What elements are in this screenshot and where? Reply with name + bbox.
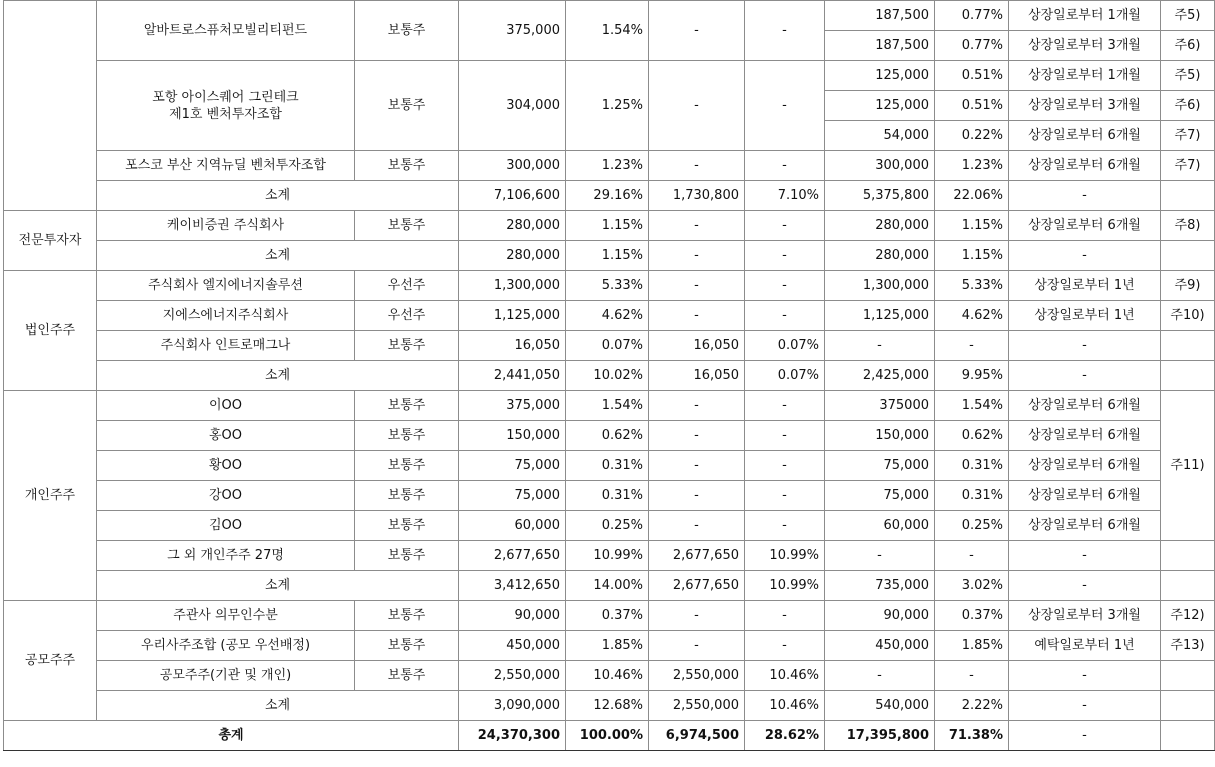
lockup-period: 상장일로부터 1년 — [1009, 301, 1161, 331]
share-count: 1,300,000 — [459, 271, 566, 301]
table-row — [4, 421, 1215, 451]
lockup-shares: 280,000 — [825, 211, 935, 241]
share-count: 280,000 — [459, 241, 566, 271]
circulating-pct: - — [745, 1, 825, 61]
group-label: 법인주주 — [4, 271, 97, 391]
footnote-ref — [1161, 721, 1215, 751]
share-count: 7,106,600 — [459, 181, 566, 211]
lockup-shares: 90,000 — [825, 601, 935, 631]
lockup-period: - — [1009, 181, 1161, 211]
lockup-pct: 1.15% — [935, 211, 1009, 241]
footnote-ref — [1161, 331, 1215, 361]
circulating-pct: - — [745, 301, 825, 331]
circulating-pct: 0.07% — [745, 331, 825, 361]
lockup-shares: 75,000 — [825, 481, 935, 511]
circulating-shares: - — [649, 601, 745, 631]
lockup-pct: 0.25% — [935, 511, 1009, 541]
subtotal-label: 소계 — [97, 571, 459, 601]
lockup-shares: 5,375,800 — [825, 181, 935, 211]
circulating-shares: - — [649, 631, 745, 661]
lockup-pct: 1.54% — [935, 391, 1009, 421]
lockup-pct: 1.23% — [935, 151, 1009, 181]
circulating-shares: - — [649, 391, 745, 421]
lockup-pct: 71.38% — [935, 721, 1009, 751]
grand-total-label: 총계 — [4, 721, 459, 751]
circulating-shares: - — [649, 61, 745, 151]
circulating-pct: - — [745, 61, 825, 151]
lockup-shares: 1,125,000 — [825, 301, 935, 331]
footnote-ref: 주12) — [1161, 601, 1215, 631]
share-kind: 보통주 — [355, 661, 459, 691]
lockup-period: 상장일로부터 6개월 — [1009, 481, 1161, 511]
lockup-period: 상장일로부터 1년 — [1009, 271, 1161, 301]
lockup-shares: 2,425,000 — [825, 361, 935, 391]
share-kind: 보통주 — [355, 511, 459, 541]
circulating-pct: - — [745, 511, 825, 541]
footnote-ref — [1161, 181, 1215, 211]
share-count: 60,000 — [459, 511, 566, 541]
lockup-shares: 17,395,800 — [825, 721, 935, 751]
table-row — [4, 601, 1215, 631]
share-kind: 보통주 — [355, 451, 459, 481]
holder-name: 홍OO — [97, 421, 355, 451]
lockup-shares: 75,000 — [825, 451, 935, 481]
circulating-shares: 16,050 — [649, 331, 745, 361]
subtotal-row — [4, 691, 1215, 721]
circulating-pct: - — [745, 241, 825, 271]
lockup-shares: 54,000 — [825, 121, 935, 151]
circulating-shares: - — [649, 451, 745, 481]
lockup-pct: 1.85% — [935, 631, 1009, 661]
footnote-ref: 주7) — [1161, 121, 1215, 151]
share-pct: 1.15% — [566, 241, 649, 271]
lockup-shares: 150,000 — [825, 421, 935, 451]
lockup-period: - — [1009, 571, 1161, 601]
lockup-period: - — [1009, 361, 1161, 391]
circulating-pct: - — [745, 601, 825, 631]
share-pct: 10.02% — [566, 361, 649, 391]
circulating-pct: - — [745, 421, 825, 451]
share-count: 2,550,000 — [459, 661, 566, 691]
share-kind: 우선주 — [355, 271, 459, 301]
holder-name: 케이비증권 주식회사 — [97, 211, 355, 241]
table-row — [4, 1, 1215, 31]
share-count: 2,677,650 — [459, 541, 566, 571]
footnote-ref: 주10) — [1161, 301, 1215, 331]
lockup-period: 상장일로부터 6개월 — [1009, 121, 1161, 151]
lockup-pct: 4.62% — [935, 301, 1009, 331]
share-count: 75,000 — [459, 481, 566, 511]
lockup-shares: 187,500 — [825, 1, 935, 31]
lockup-pct: 9.95% — [935, 361, 1009, 391]
footnote-ref: 주8) — [1161, 211, 1215, 241]
lockup-shares: 735,000 — [825, 571, 935, 601]
footnote-ref — [1161, 661, 1215, 691]
share-count: 1,125,000 — [459, 301, 566, 331]
lockup-pct: 0.77% — [935, 1, 1009, 31]
group-label: 개인주주 — [4, 391, 97, 601]
circulating-shares: - — [649, 271, 745, 301]
share-pct: 4.62% — [566, 301, 649, 331]
lockup-shares: - — [825, 541, 935, 571]
share-pct: 12.68% — [566, 691, 649, 721]
share-pct: 1.85% — [566, 631, 649, 661]
lockup-shares: 375000 — [825, 391, 935, 421]
lockup-shares: 187,500 — [825, 31, 935, 61]
share-pct: 1.23% — [566, 151, 649, 181]
circulating-shares: - — [649, 301, 745, 331]
share-pct: 29.16% — [566, 181, 649, 211]
table-row — [4, 271, 1215, 301]
circulating-shares: - — [649, 211, 745, 241]
lockup-pct: - — [935, 661, 1009, 691]
footnote-ref — [1161, 241, 1215, 271]
share-pct: 5.33% — [566, 271, 649, 301]
grand-total-row — [4, 721, 1215, 751]
holder-name: 강OO — [97, 481, 355, 511]
share-kind: 보통주 — [355, 541, 459, 571]
lockup-shares: 450,000 — [825, 631, 935, 661]
share-pct: 1.54% — [566, 1, 649, 61]
share-kind: 보통주 — [355, 211, 459, 241]
lockup-period: 상장일로부터 1개월 — [1009, 1, 1161, 31]
holder-name: 주관사 의무인수분 — [97, 601, 355, 631]
table-row — [4, 331, 1215, 361]
holder-name: 알바트로스퓨처모빌리티펀드 — [97, 1, 355, 61]
holder-name-line1: 포항 아이스퀘어 그린테크 — [152, 89, 299, 105]
lockup-pct: 22.06% — [935, 181, 1009, 211]
lockup-pct: 0.51% — [935, 61, 1009, 91]
footnote-ref: 주6) — [1161, 31, 1215, 61]
circulating-pct: - — [745, 271, 825, 301]
share-kind: 보통주 — [355, 391, 459, 421]
share-count: 304,000 — [459, 61, 566, 151]
table-row — [4, 541, 1215, 571]
footnote-ref — [1161, 541, 1215, 571]
lockup-period: 상장일로부터 1개월 — [1009, 61, 1161, 91]
footnote-ref: 주5) — [1161, 1, 1215, 31]
lockup-period: - — [1009, 541, 1161, 571]
share-pct: 0.31% — [566, 451, 649, 481]
circulating-shares: 2,550,000 — [649, 691, 745, 721]
share-kind: 우선주 — [355, 301, 459, 331]
holder-name: 이OO — [97, 391, 355, 421]
circulating-shares: 6,974,500 — [649, 721, 745, 751]
share-kind: 보통주 — [355, 421, 459, 451]
circulating-pct: - — [745, 481, 825, 511]
lockup-period: 상장일로부터 3개월 — [1009, 91, 1161, 121]
circulating-pct: - — [745, 151, 825, 181]
lockup-pct: 0.77% — [935, 31, 1009, 61]
share-pct: 0.37% — [566, 601, 649, 631]
circulating-shares: - — [649, 151, 745, 181]
footnote-ref: 주7) — [1161, 151, 1215, 181]
lockup-period: 상장일로부터 6개월 — [1009, 391, 1161, 421]
holder-name: 지에스에너지주식회사 — [97, 301, 355, 331]
table-row — [4, 511, 1215, 541]
share-pct: 1.15% — [566, 211, 649, 241]
subtotal-label: 소계 — [97, 181, 459, 211]
share-pct: 0.31% — [566, 481, 649, 511]
group-cell-vc — [4, 1, 97, 211]
circulating-pct: 10.46% — [745, 661, 825, 691]
circulating-pct: 10.99% — [745, 571, 825, 601]
lockup-shares: 540,000 — [825, 691, 935, 721]
holder-name: 황OO — [97, 451, 355, 481]
share-kind: 보통주 — [355, 331, 459, 361]
lockup-pct: 5.33% — [935, 271, 1009, 301]
lockup-period: 예탁일로부터 1년 — [1009, 631, 1161, 661]
lockup-pct: - — [935, 331, 1009, 361]
lockup-shares: 60,000 — [825, 511, 935, 541]
lockup-pct: 1.15% — [935, 241, 1009, 271]
circulating-pct: - — [745, 391, 825, 421]
lockup-period: - — [1009, 661, 1161, 691]
subtotal-label: 소계 — [97, 241, 459, 271]
share-pct: 1.25% — [566, 61, 649, 151]
lockup-shares: 280,000 — [825, 241, 935, 271]
circulating-pct: 0.07% — [745, 361, 825, 391]
circulating-pct: 10.46% — [745, 691, 825, 721]
lockup-period: 상장일로부터 6개월 — [1009, 511, 1161, 541]
share-kind: 보통주 — [355, 1, 459, 61]
share-pct: 0.25% — [566, 511, 649, 541]
circulating-shares: - — [649, 481, 745, 511]
subtotal-row — [4, 571, 1215, 601]
group-label: 전문투자자 — [4, 211, 97, 271]
lockup-period: 상장일로부터 6개월 — [1009, 421, 1161, 451]
lockup-period: - — [1009, 691, 1161, 721]
lockup-pct: 0.31% — [935, 481, 1009, 511]
holder-name-line2: 제1호 벤처투자조합 — [169, 106, 282, 122]
share-kind: 보통주 — [355, 601, 459, 631]
circulating-shares: - — [649, 511, 745, 541]
share-count: 150,000 — [459, 421, 566, 451]
footnote-ref — [1161, 691, 1215, 721]
lockup-shares: - — [825, 661, 935, 691]
lockup-shares: 1,300,000 — [825, 271, 935, 301]
share-count: 375,000 — [459, 1, 566, 61]
circulating-pct: - — [745, 451, 825, 481]
holder-name: 우리사주조합 (공모 우선배정) — [97, 631, 355, 661]
share-count: 300,000 — [459, 151, 566, 181]
lockup-pct: 0.51% — [935, 91, 1009, 121]
lockup-period: - — [1009, 241, 1161, 271]
subtotal-label: 소계 — [97, 691, 459, 721]
footnote-ref: 주9) — [1161, 271, 1215, 301]
share-count: 3,090,000 — [459, 691, 566, 721]
share-count: 450,000 — [459, 631, 566, 661]
table-row — [4, 211, 1215, 241]
circulating-pct: - — [745, 631, 825, 661]
footnote-ref: 주11) — [1161, 391, 1215, 541]
share-count: 280,000 — [459, 211, 566, 241]
subtotal-row — [4, 361, 1215, 391]
lockup-pct: 2.22% — [935, 691, 1009, 721]
lockup-period: 상장일로부터 6개월 — [1009, 211, 1161, 241]
circulating-shares: 16,050 — [649, 361, 745, 391]
circulating-shares: 2,677,650 — [649, 571, 745, 601]
footnote-ref — [1161, 361, 1215, 391]
table-row — [4, 391, 1215, 421]
footnote-ref: 주6) — [1161, 91, 1215, 121]
table-row — [4, 631, 1215, 661]
table-row — [4, 61, 1215, 91]
lockup-period: 상장일로부터 6개월 — [1009, 451, 1161, 481]
lockup-shares: 125,000 — [825, 61, 935, 91]
holder-name: 주식회사 엘지에너지솔루션 — [97, 271, 355, 301]
holder-name — [97, 61, 355, 151]
footnote-ref: 주13) — [1161, 631, 1215, 661]
circulating-pct: 28.62% — [745, 721, 825, 751]
share-pct: 10.99% — [566, 541, 649, 571]
holder-name: 주식회사 인트로매그나 — [97, 331, 355, 361]
lockup-period: - — [1009, 721, 1161, 751]
share-count: 90,000 — [459, 601, 566, 631]
share-count: 375,000 — [459, 391, 566, 421]
table-row — [4, 481, 1215, 511]
share-kind: 보통주 — [355, 631, 459, 661]
share-count: 2,441,050 — [459, 361, 566, 391]
circulating-shares: - — [649, 241, 745, 271]
share-count: 75,000 — [459, 451, 566, 481]
lockup-pct: 0.37% — [935, 601, 1009, 631]
lockup-period: 상장일로부터 3개월 — [1009, 601, 1161, 631]
table-row — [4, 151, 1215, 181]
group-label: 공모주주 — [4, 601, 97, 721]
share-pct: 0.07% — [566, 331, 649, 361]
share-kind: 보통주 — [355, 151, 459, 181]
lockup-pct: 0.31% — [935, 451, 1009, 481]
share-pct: 0.62% — [566, 421, 649, 451]
lockup-pct: 0.62% — [935, 421, 1009, 451]
lockup-period: 상장일로부터 3개월 — [1009, 31, 1161, 61]
circulating-shares: 1,730,800 — [649, 181, 745, 211]
circulating-shares: - — [649, 421, 745, 451]
holder-name: 포스코 부산 지역뉴딜 벤처투자조합 — [97, 151, 355, 181]
footnote-ref — [1161, 571, 1215, 601]
lockup-period: - — [1009, 331, 1161, 361]
share-pct: 14.00% — [566, 571, 649, 601]
subtotal-row — [4, 241, 1215, 271]
lockup-shares: 300,000 — [825, 151, 935, 181]
lockup-pct: 0.22% — [935, 121, 1009, 151]
shareholder-lockup-table — [3, 0, 1215, 751]
share-pct: 100.00% — [566, 721, 649, 751]
share-kind: 보통주 — [355, 61, 459, 151]
table-row — [4, 451, 1215, 481]
share-count: 24,370,300 — [459, 721, 566, 751]
circulating-shares: 2,677,650 — [649, 541, 745, 571]
lockup-period: 상장일로부터 6개월 — [1009, 151, 1161, 181]
share-pct: 1.54% — [566, 391, 649, 421]
holder-name: 김OO — [97, 511, 355, 541]
share-count: 16,050 — [459, 331, 566, 361]
subtotal-row — [4, 181, 1215, 211]
lockup-pct: 3.02% — [935, 571, 1009, 601]
circulating-pct: 10.99% — [745, 541, 825, 571]
lockup-shares: - — [825, 331, 935, 361]
table-row — [4, 301, 1215, 331]
footnote-ref: 주5) — [1161, 61, 1215, 91]
share-count: 3,412,650 — [459, 571, 566, 601]
share-kind: 보통주 — [355, 481, 459, 511]
circulating-shares: - — [649, 1, 745, 61]
lockup-pct: - — [935, 541, 1009, 571]
circulating-shares: 2,550,000 — [649, 661, 745, 691]
holder-name: 공모주주(기관 및 개인) — [97, 661, 355, 691]
lockup-shares: 125,000 — [825, 91, 935, 121]
circulating-pct: - — [745, 211, 825, 241]
circulating-pct: 7.10% — [745, 181, 825, 211]
table-row — [4, 661, 1215, 691]
subtotal-label: 소계 — [97, 361, 459, 391]
holder-name: 그 외 개인주주 27명 — [97, 541, 355, 571]
share-pct: 10.46% — [566, 661, 649, 691]
